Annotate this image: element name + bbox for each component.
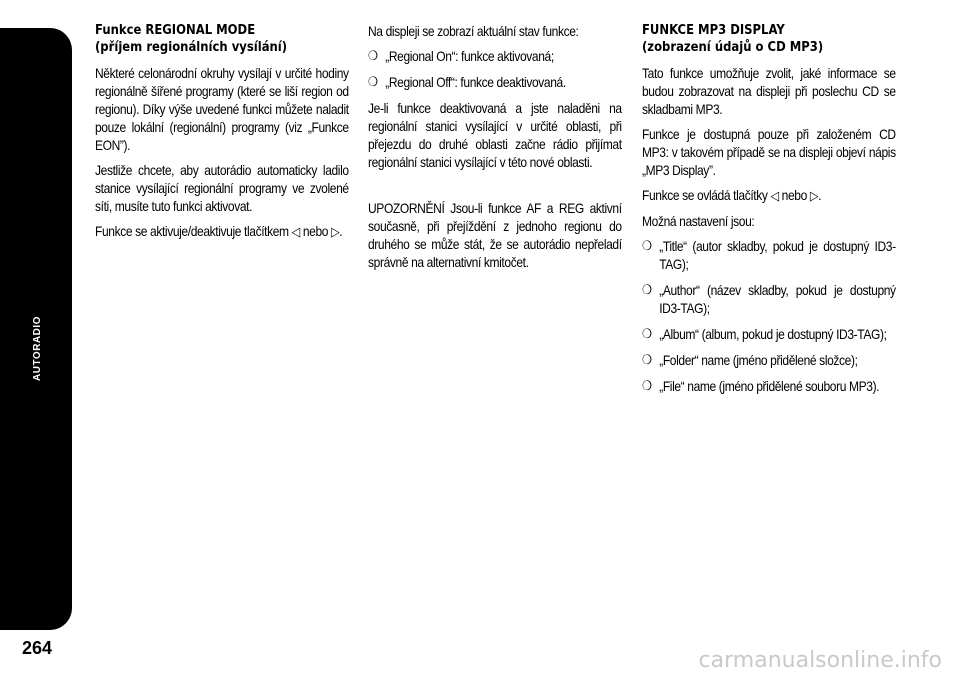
- bullet-icon: ❍: [642, 238, 652, 253]
- list-item-text: „Regional On“: funkce aktivovaná;: [385, 48, 554, 64]
- list-item-text: „Author“ (název skladby, pokud je dostupný ID3-TAG);: [659, 282, 896, 316]
- heading-line-1: FUNKCE MP3 DISPLAY: [642, 22, 785, 38]
- list-item-text: „Title“ (autor skladby, pokud je dostupný ID3-TAG);: [659, 238, 896, 272]
- regional-mode-heading: [95, 22, 349, 56]
- paragraph: Funkce je dostupná pouze při založeném CD MP3: v takovém případě se na displeji objeví nápis „MP3 Display”.: [642, 126, 896, 178]
- bullet-icon: ❍: [368, 48, 378, 63]
- paragraph: [642, 186, 896, 205]
- list-item: [642, 281, 896, 317]
- column-left: [95, 22, 349, 248]
- bullet-icon: ❍: [642, 352, 652, 367]
- heading-line-2: (zobrazení údajů o CD MP3): [642, 39, 824, 55]
- left-arrow-icon: ◁: [291, 224, 300, 239]
- list-item: [368, 47, 622, 65]
- list-item-text: „File“ name (jméno přidělené souboru MP3).: [659, 378, 880, 394]
- paragraph-text: .: [818, 187, 822, 203]
- left-arrow-icon: ◁: [770, 188, 779, 203]
- side-tab: [0, 28, 72, 630]
- bullet-icon: ❍: [368, 74, 378, 89]
- bullet-icon: ❍: [642, 378, 652, 393]
- list-item: [642, 325, 896, 343]
- paragraph: Tato funkce umožňuje zvolit, jaké informace se budou zobrazovat na displeji při poslechu CD se skladbami MP3.: [642, 65, 896, 117]
- paragraph: Na displeji se zobrazí aktuální stav funkce:: [368, 23, 579, 39]
- column-right: [642, 22, 896, 403]
- heading-line-1: Funkce REGIONAL MODE: [95, 22, 256, 38]
- paragraph-text: nebo: [302, 223, 329, 239]
- paragraph: Některé celonárodní okruhy vysílají v určité hodiny regionálně šířené programy (které se liší region od regionu). Díky výše uvedené funkci můžete naladit pouze lokální (regionální) programy (viz „Funkce EON”).: [95, 65, 349, 153]
- list-item-text: „Album“ (album, pokud je dostupný ID3-TAG);: [659, 326, 887, 342]
- mp3-display-heading: [642, 22, 896, 56]
- watermark: carmanualsonline.info: [698, 648, 942, 673]
- section-label-text: AUTORADIO: [31, 315, 43, 381]
- list-item: [642, 377, 896, 395]
- section-label: [12, 308, 62, 388]
- bullet-icon: ❍: [642, 326, 652, 341]
- paragraph: Je-li funkce deaktivovaná a jste naladěni na regionální stanici vysílající v určité oblasti, při přejezdu do druhé oblasti začne rádio přijímat regionální stanici vysílající v této nové oblasti.: [368, 100, 622, 170]
- right-arrow-icon: ▷: [331, 224, 340, 239]
- heading-line-2: (příjem regionálních vysílání): [95, 39, 288, 55]
- paragraph: [95, 222, 349, 241]
- page-number: 264: [22, 638, 53, 658]
- column-middle: [368, 22, 622, 278]
- right-arrow-icon: ▷: [809, 188, 819, 203]
- bullet-icon: ❍: [642, 282, 652, 297]
- list-item-text: „Regional Off“: funkce deaktivovaná.: [385, 74, 566, 90]
- list-item-text: „Folder“ name (jméno přidělené složce);: [659, 352, 858, 368]
- paragraph: Možná nastavení jsou:: [642, 213, 755, 229]
- paragraph-text: Funkce se ovládá tlačítky: [642, 187, 768, 203]
- list-item: [642, 237, 896, 273]
- paragraph: Jestliže chcete, aby autorádio automaticky ladilo stanice vysílající regionální programy ve zvolené síti, musíte tuto funkci aktivovat.: [95, 162, 349, 214]
- paragraph-text: nebo: [781, 187, 807, 203]
- paragraph-text: .: [339, 223, 343, 239]
- list-item: [368, 73, 622, 91]
- warning-note: UPOZORNĚNÍ Jsou-li funkce AF a REG aktivní současně, při přejíždění z jednoho regionu do druhého se může stát, že se autorádio nepřeladí správně na alternativní kmitočet.: [368, 200, 622, 270]
- paragraph-text: Funkce se aktivuje/deaktivuje tlačítkem: [95, 223, 289, 239]
- list-item: [642, 351, 896, 369]
